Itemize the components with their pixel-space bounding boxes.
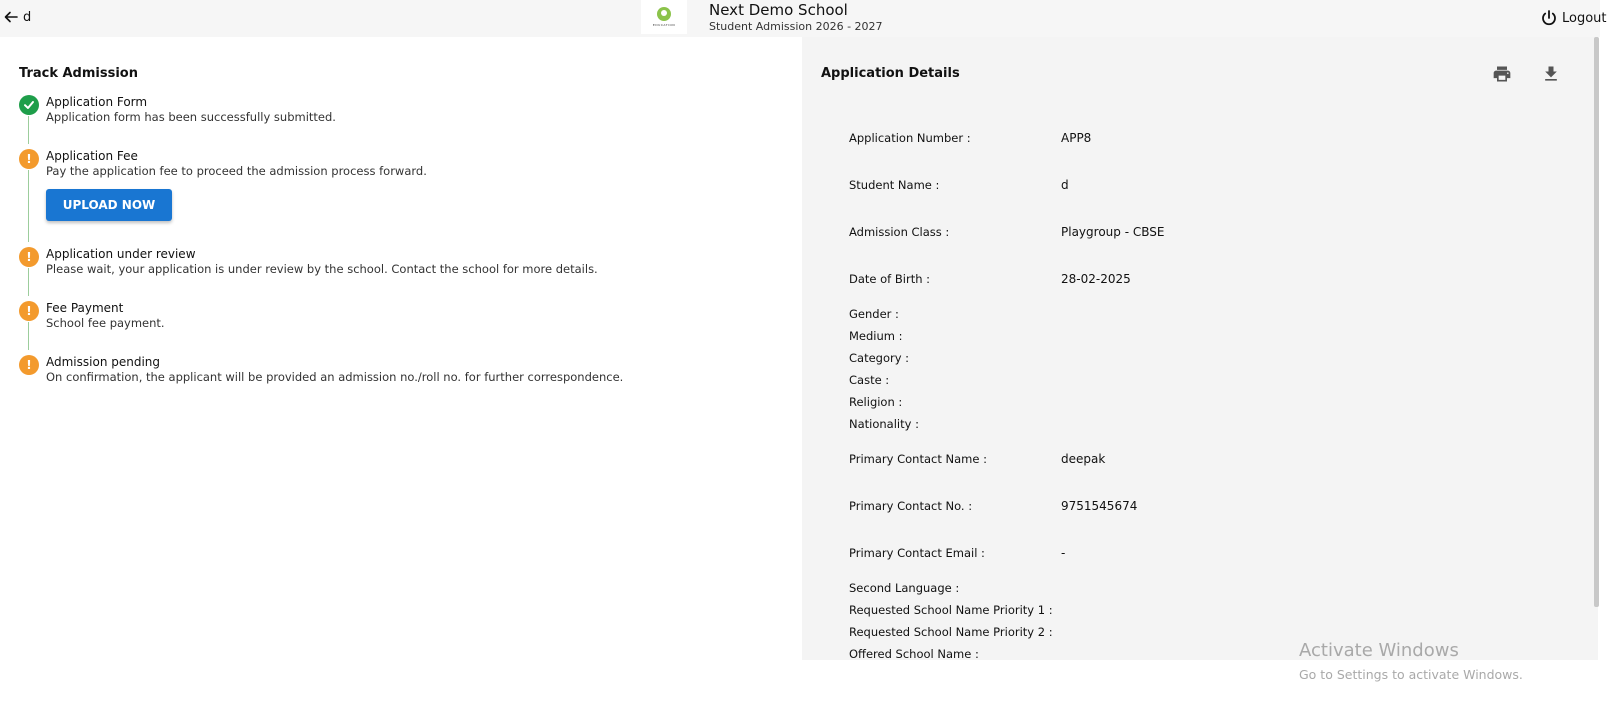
- step-description: Pay the application fee to proceed the admission process forward.: [46, 164, 427, 178]
- detail-row-requested-school-2: [849, 625, 1549, 639]
- detail-row-second-language: [849, 581, 1549, 595]
- detail-row-caste: [849, 373, 1549, 387]
- exclamation-icon: !: [19, 149, 39, 169]
- detail-row-religion: [849, 395, 1549, 409]
- detail-label: Caste :: [849, 373, 890, 387]
- detail-row-primary-contact-name: [849, 452, 1549, 466]
- detail-label: Gender :: [849, 307, 899, 321]
- details-scrollbar[interactable]: [1594, 37, 1599, 607]
- activate-windows-subtitle: Go to Settings to activate Windows.: [1299, 667, 1523, 682]
- detail-label: Religion :: [849, 395, 903, 409]
- detail-label: Second Language :: [849, 581, 960, 595]
- detail-value: Playgroup - CBSE: [1061, 225, 1165, 239]
- detail-label: Medium :: [849, 329, 903, 343]
- timeline-connector: [28, 170, 29, 242]
- power-icon: [1540, 9, 1558, 27]
- step-description: On confirmation, the applicant will be provided an admission no./roll no. for further correspondence.: [46, 370, 624, 384]
- detail-label: Date of Birth :: [849, 272, 931, 286]
- detail-row-category: [849, 351, 1549, 365]
- exclamation-icon: !: [19, 247, 39, 267]
- logo-mark: [657, 7, 671, 21]
- detail-label: Student Name :: [849, 178, 940, 192]
- detail-value: 28-02-2025: [1061, 272, 1131, 286]
- timeline-connector: [28, 322, 29, 350]
- detail-row-nationality: [849, 417, 1549, 431]
- activate-windows-title: Activate Windows: [1299, 640, 1459, 661]
- exclamation-icon: !: [19, 355, 39, 375]
- detail-row-primary-contact-email: [849, 546, 1549, 560]
- detail-label: Category :: [849, 351, 910, 365]
- detail-label: Primary Contact No. :: [849, 499, 973, 513]
- timeline-connector: [28, 268, 29, 296]
- logout-label: Logout: [1562, 10, 1607, 26]
- timeline-connector: [28, 116, 29, 144]
- detail-label: Primary Contact Name :: [849, 452, 987, 466]
- detail-row-primary-contact-no: [849, 499, 1549, 513]
- school-name: Next Demo School: [709, 1, 848, 19]
- detail-label: Requested School Name Priority 2 :: [849, 625, 1053, 639]
- step-title: Application Fee: [46, 149, 138, 163]
- application-details-panel[interactable]: [802, 37, 1598, 660]
- step-title: Fee Payment: [46, 301, 124, 315]
- school-logo: [641, 0, 687, 34]
- arrow-left-icon: [3, 9, 19, 25]
- detail-label: Primary Contact Email :: [849, 546, 985, 560]
- step-title: Application under review: [46, 247, 196, 261]
- detail-value: deepak: [1061, 452, 1106, 466]
- step-description: Application form has been successfully submitted.: [46, 110, 336, 124]
- detail-row-date-of-birth: [849, 272, 1549, 286]
- step-title: Application Form: [46, 95, 148, 109]
- track-admission-title: Track Admission: [19, 66, 138, 81]
- admission-subtitle: Student Admission 2026 - 2027: [709, 20, 883, 33]
- top-bar: [0, 0, 1607, 37]
- detail-value: APP8: [1061, 131, 1092, 145]
- detail-label: Application Number :: [849, 131, 971, 145]
- back-button[interactable]: [3, 9, 31, 25]
- track-admission-panel: [0, 37, 802, 717]
- step-description: Please wait, your application is under review by the school. Contact the school for more details.: [46, 262, 598, 276]
- print-icon[interactable]: [1492, 64, 1512, 84]
- detail-value: -: [1061, 546, 1066, 560]
- upload-now-button[interactable]: UPLOAD NOW: [46, 189, 172, 221]
- step-title: Admission pending: [46, 355, 161, 369]
- detail-label: Offered School Name :: [849, 647, 979, 661]
- detail-label: Admission Class :: [849, 225, 950, 239]
- download-icon[interactable]: [1541, 64, 1561, 84]
- check-icon: [19, 95, 39, 115]
- application-details-title: Application Details: [821, 66, 960, 81]
- detail-row-application-number: [849, 131, 1549, 145]
- detail-label: Requested School Name Priority 1 :: [849, 603, 1053, 617]
- detail-row-student-name: [849, 178, 1549, 192]
- step-description: School fee payment.: [46, 316, 165, 330]
- student-name-label: d: [23, 9, 32, 25]
- exclamation-icon: !: [19, 301, 39, 321]
- detail-value: 9751545674: [1061, 499, 1138, 513]
- detail-row-requested-school-1: [849, 603, 1549, 617]
- detail-row-gender: [849, 307, 1549, 321]
- detail-label: Nationality :: [849, 417, 919, 431]
- logout-button[interactable]: [1540, 9, 1607, 27]
- detail-row-medium: [849, 329, 1549, 343]
- detail-value: d: [1061, 178, 1069, 192]
- detail-row-admission-class: [849, 225, 1549, 239]
- logo-text: EDUCATION: [652, 23, 676, 27]
